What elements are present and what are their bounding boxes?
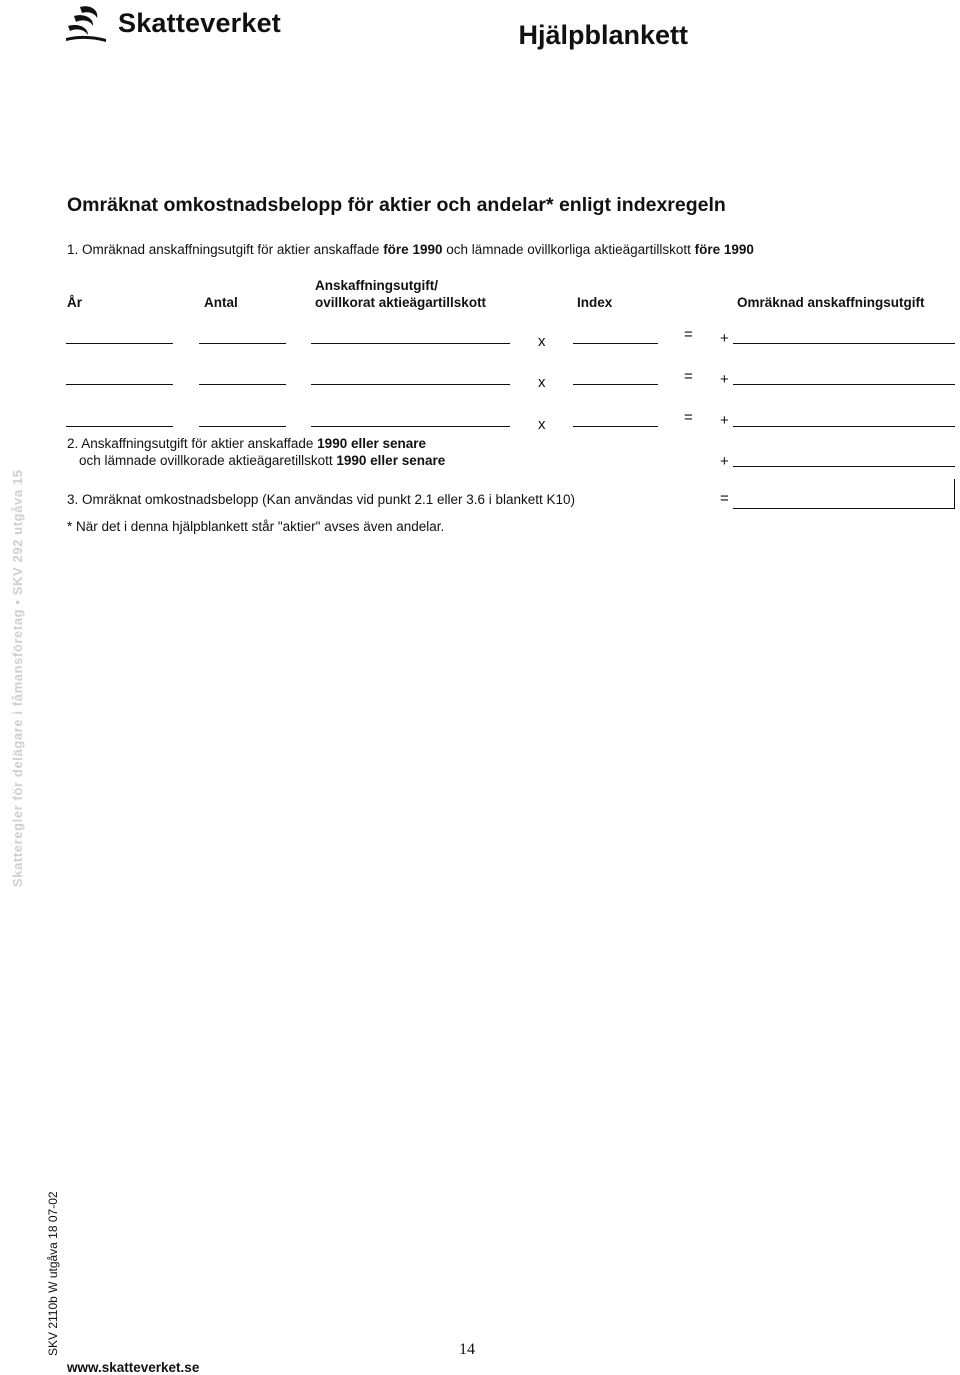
section-3-equals-sign: =: [720, 490, 729, 507]
row-3-count-field[interactable]: [199, 426, 286, 427]
section-2-line-2: och lämnade ovillkorade aktieägaretillskott 1990 eller senare: [79, 453, 446, 468]
row-3-year-field[interactable]: [66, 426, 173, 427]
row-3-result-field[interactable]: [733, 426, 955, 427]
row-1-result-field[interactable]: [733, 343, 955, 344]
row-2-cost-field[interactable]: [311, 384, 510, 385]
row-3-index-field[interactable]: [573, 426, 658, 427]
section-2-line-1: 2. Anskaffningsutgift för aktier anskaffade 1990 eller senare: [67, 436, 427, 451]
skatteverket-logo: [66, 4, 296, 44]
section-3-text: 3. Omräknat omkostnadsbelopp (Kan användas vid punkt 2.1 eller 3.6 i blankett K10): [67, 492, 576, 507]
column-header-index: Index: [577, 295, 613, 310]
row-2-index-field[interactable]: [573, 384, 658, 385]
document-title: Hjälpblankett: [518, 20, 688, 50]
section-3-total-field[interactable]: [733, 479, 955, 509]
row-1-equals-sign: =: [684, 326, 693, 343]
logo-text: Skatteverket: [118, 8, 282, 38]
side-series-text: Skatteregler för delägare i fåmansföretag • SKV 292 utgåva 15: [10, 469, 25, 887]
row-3-equals-sign: =: [684, 409, 693, 426]
row-2-plus-sign: +: [720, 371, 729, 388]
row-3-multiply-sign: x: [538, 416, 546, 433]
row-1-index-field[interactable]: [573, 343, 658, 344]
row-2-count-field[interactable]: [199, 384, 286, 385]
crown-emblem-icon: [66, 4, 110, 44]
column-header-cost-line2: ovillkorat aktieägartillskott: [315, 295, 487, 310]
row-3-cost-field[interactable]: [311, 426, 510, 427]
row-2-result-field[interactable]: [733, 384, 955, 385]
page-number: 14: [459, 1341, 475, 1358]
row-1-multiply-sign: x: [538, 333, 546, 350]
column-header-count: Antal: [204, 295, 238, 310]
row-2-year-field[interactable]: [66, 384, 173, 385]
column-header-year: År: [67, 295, 83, 310]
row-1-plus-sign: +: [720, 330, 729, 347]
form-heading: Omräknat omkostnadsbelopp för aktier och andelar* enligt indexregeln: [67, 194, 726, 216]
row-1-cost-field[interactable]: [311, 343, 510, 344]
section-2-result-field[interactable]: [733, 466, 955, 467]
column-header-recalculated: Omräknad anskaffningsutgift: [737, 295, 925, 310]
row-3-plus-sign: +: [720, 412, 729, 429]
row-1-count-field[interactable]: [199, 343, 286, 344]
row-2-multiply-sign: x: [538, 374, 546, 391]
form-code: SKV 2110b W utgåva 18 07-02: [46, 1191, 60, 1356]
row-1-year-field[interactable]: [66, 343, 173, 344]
row-2-equals-sign: =: [684, 368, 693, 385]
column-header-cost-line1: Anskaffningsutgift/: [315, 278, 438, 293]
section-1-title: 1. Omräknad anskaffningsutgift för aktier anskaffade före 1990 och lämnade ovillkorliga aktieägartillskott före 1990: [67, 242, 754, 257]
website-link[interactable]: www.skatteverket.se: [67, 1360, 200, 1375]
footnote: * När det i denna hjälpblankett står "aktier" avses även andelar.: [67, 519, 445, 534]
section-2-plus-sign: +: [720, 453, 729, 470]
